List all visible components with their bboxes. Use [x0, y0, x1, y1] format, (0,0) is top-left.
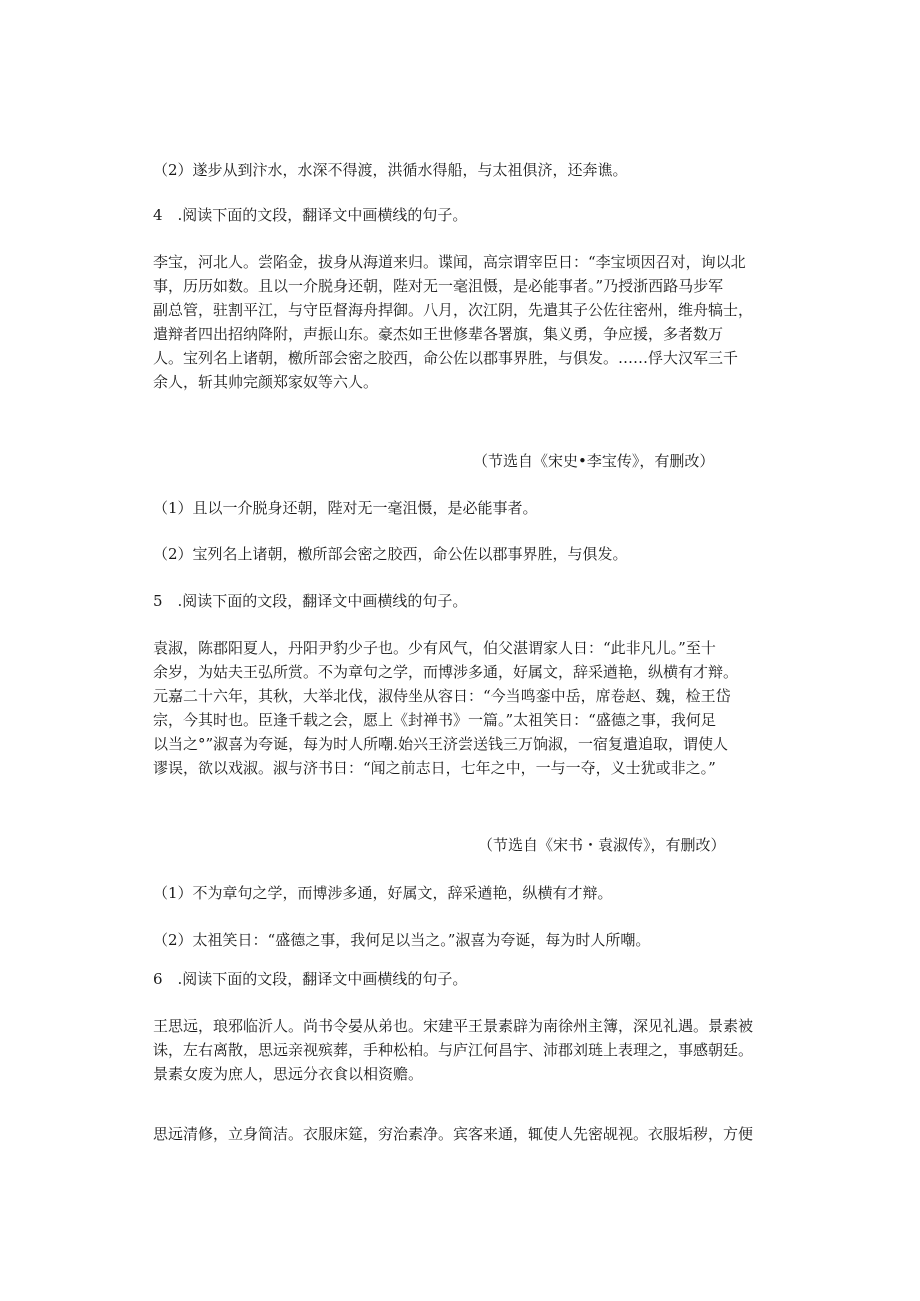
q4-translation-item-1: （1）且以一介脱身还朝，陛对无一毫沮慑，是必能事者。: [153, 499, 538, 517]
q5-passage-line: 以当之°”淑喜为夸诞，每为时人所嘲.始兴王济尝送钱三万饷淑，一宿复遣追取，谓使人: [153, 735, 728, 753]
q5-heading: 5 .阅读下面的文段，翻译文中画横线的句子。: [153, 592, 468, 610]
q4-passage-line: 副总管，驻割平江，与守臣督海舟捍御。八月，次江阴，先遣其子公佐往密州，维舟犒士，: [153, 301, 754, 319]
q6-paragraph-1-line: 景素女废为庶人，思远分衣食以相资赡。: [153, 1065, 424, 1083]
q4-heading: 4 .阅读下面的文段，翻译文中画横线的句子。: [153, 206, 468, 224]
q6-paragraph-1-line: 王思远，琅邪临沂人。尚书令晏从弟也。宋建平王景素辟为南徐州主簿，深见礼遇。景素被: [153, 1017, 754, 1035]
q4-passage-line: 事，历历如数。且以一介脱身还朝，陛对无一毫沮慑，是必能事者。”乃授浙西路马步军: [153, 277, 724, 295]
q5-passage-line: 宗，今其时也。臣逢千载之会，愿上《封禅书》一篇。”太祖笑日：“盛德之事，我何足: [153, 711, 716, 729]
q4-source-citation: （节选自《宋史•李宝传》，有删改）: [473, 452, 715, 470]
q6-paragraph-2-line: 思远清修，立身简洁。衣服床筵，穷治素净。宾客来通，辄使人先密觇视。衣服垢秽，方便: [153, 1125, 754, 1143]
q4-passage-line: 人。宝列名上诸朝，檄所部会密之胶西，命公佐以郡事界胜，与俱发。……俘大汉军三千: [153, 349, 739, 367]
q4-translation-item-2: （2）宝列名上诸朝，檄所部会密之胶西，命公佐以郡事界胜，与俱发。: [153, 545, 628, 563]
q5-source-citation: （节选自《宋书・袁淑传》，有删改）: [478, 836, 726, 854]
q5-translation-item-2: （2）太祖笑日：“盛德之事，我何足以当之。”淑喜为夸诞，每为时人所嘲。: [153, 931, 651, 949]
q5-passage-line: 谬误，欲以戏淑。淑与济书日：“闻之前志日，七年之中，一与一夺，义士犹或非之。”: [153, 759, 716, 777]
q5-passage-line: 袁淑，陈郡阳夏人，丹阳尹豹少子也。少有风气，伯父湛谓家人日：“此非凡儿。”至十: [153, 639, 716, 657]
q5-passage-line: 元嘉二十六年，其秋，大举北伐，淑侍坐从容日：“今当鸣銮中岳，席卷赵、魏，检王岱: [153, 687, 731, 705]
q4-passage-line: 余人，斩其帅完颜郑家奴等六人。: [153, 373, 379, 391]
q4-passage-line: 李宝，河北人。尝陷金，拔身从海道来归。谍闻，高宗谓宰臣日：“李宝顷因召对，询以北: [153, 253, 746, 271]
q6-paragraph-1-line: 诛，左右离散，思远亲视殡葬，手种松柏。与庐江何昌宇、沛郡刘琏上表理之，事感朝廷。: [153, 1041, 754, 1059]
q4-passage-line: 遣辩者四出招纳降附，声振山东。豪杰如王世修辈各署旗，集义勇，争应援，多者数万: [153, 325, 724, 343]
q3-translation-item-2: （2）遂步从到汴水，水深不得渡，洪循水得船，与太祖俱济，还奔谯。: [153, 161, 628, 179]
q5-translation-item-1: （1）不为章句之学，而博涉多通，好属文，辞采遒艳，纵横有才辩。: [153, 884, 613, 902]
q5-passage-line: 余岁，为姑夫王弘所赏。不为章句之学，而博涉多通，好属文，辞采遒艳，纵横有才辩。: [153, 663, 739, 681]
q6-heading: 6 .阅读下面的文段，翻译文中画横线的句子。: [153, 970, 468, 988]
